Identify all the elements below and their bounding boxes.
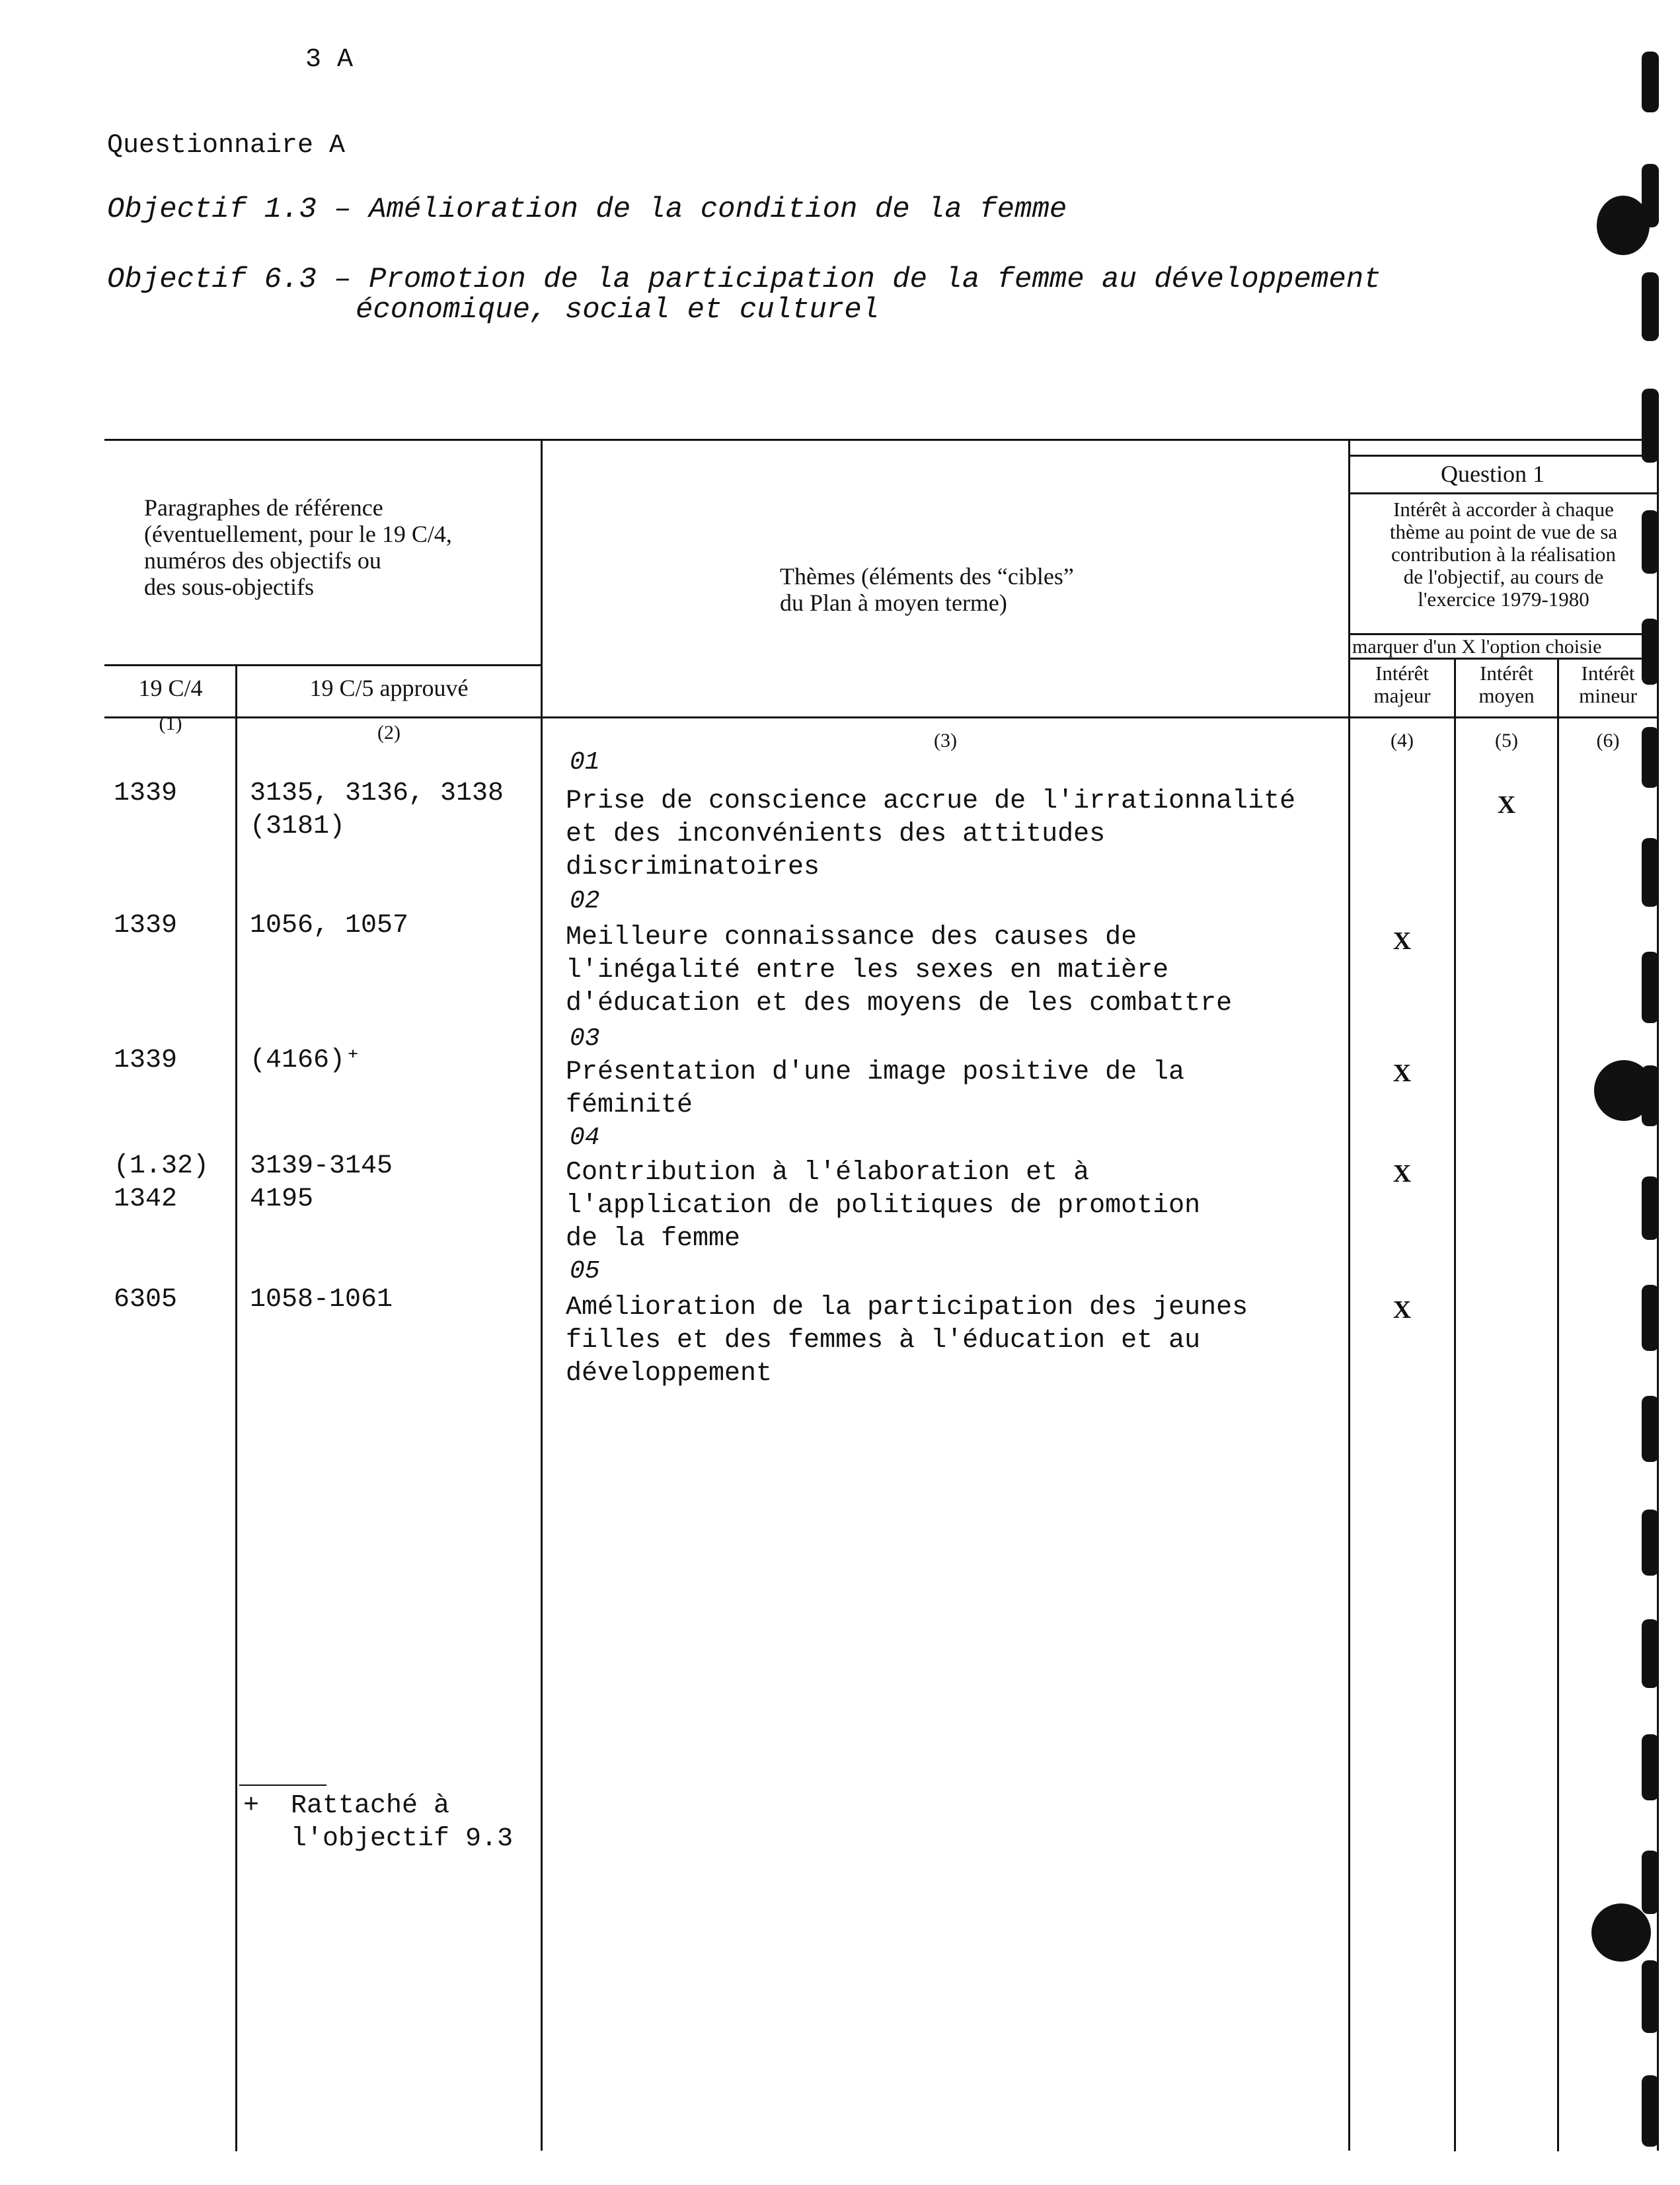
question-text-line: de l'objectif, au cours de — [1403, 565, 1604, 588]
interest-majeur-header — [1350, 662, 1454, 707]
c5-reference: 3135, 3136, 3138 (3181) — [250, 779, 504, 841]
theme-number: 03 — [570, 1024, 600, 1053]
table-top-rule — [104, 439, 1659, 441]
theme-header-line: du Plan à moyen terme) — [780, 590, 1007, 616]
moyen-mark: X — [1497, 791, 1516, 819]
c4-reference: 6305 — [114, 1285, 178, 1315]
objective-text-continued: économique, social et culturel — [356, 293, 880, 326]
theme-number: 04 — [570, 1124, 600, 1152]
binder-tab — [1642, 1960, 1659, 2033]
footnote: + Rattaché à l'objectif 9.3 — [243, 1791, 514, 1854]
binder-tab — [1642, 2075, 1659, 2147]
header-bottom-rule — [104, 716, 1659, 718]
theme-text: Prise de conscience accrue de l'irrationnalité et des inconvénients des attitudes discriminatoires — [566, 786, 1296, 882]
theme-number: 05 — [570, 1257, 600, 1285]
majeur-mark: X — [1393, 1059, 1412, 1087]
objective-number: Objectif 1.3 — [107, 193, 317, 226]
binder-hole — [1591, 1903, 1651, 1962]
col-number-4: (4) — [1391, 730, 1414, 751]
col-number-1: (1) — [159, 712, 182, 734]
c4-header: 19 C/4 — [138, 675, 203, 701]
page-label: 3 A — [305, 45, 354, 75]
question-text-line: l'exercice 1979-1980 — [1418, 588, 1589, 611]
binder-tab — [1642, 510, 1659, 574]
theme-number: 02 — [570, 887, 600, 915]
binder-tab — [1642, 1176, 1659, 1240]
theme-text: Contribution à l'élaboration et à l'application de politiques de promotion de la femme — [566, 1158, 1201, 1254]
theme-header — [780, 563, 1074, 616]
c5-reference: 3139-3145 4195 — [250, 1151, 393, 1214]
objective-text: Amélioration de la condition de la femme — [369, 193, 1067, 226]
c5-reference: 1056, 1057 — [250, 911, 409, 940]
reference-header-line: Paragraphes de référence — [144, 494, 383, 521]
interest-label: Intérêt — [1480, 662, 1533, 685]
c4-reference: 1339 — [114, 911, 178, 940]
col-number-2: (2) — [377, 722, 401, 744]
binder-tab — [1642, 1510, 1659, 1576]
binder-tab — [1642, 619, 1659, 685]
c4-reference: 1339 — [114, 779, 178, 808]
footnote-rule — [239, 1784, 326, 1786]
col-number-3: (3) — [934, 730, 957, 751]
theme-number: 01 — [570, 748, 600, 777]
binder-tab — [1642, 1285, 1659, 1351]
binder-tab — [1642, 164, 1659, 227]
question-text-line: contribution à la réalisation — [1391, 543, 1617, 566]
question-title-rule — [1348, 492, 1659, 494]
moyen-mineur-divider — [1557, 658, 1559, 2151]
c4-reference: 1339 — [114, 1046, 178, 1075]
binder-tab — [1642, 952, 1659, 1023]
reference-header-line: numéros des objectifs ou — [144, 547, 381, 574]
interest-moyen-header — [1456, 662, 1557, 707]
objective-number: Objectif 6.3 — [107, 263, 317, 296]
col-number-5: (5) — [1495, 730, 1518, 751]
instruction-rule — [1348, 633, 1659, 635]
binder-tab — [1642, 727, 1659, 788]
c4-reference: (1.32) 1342 — [114, 1151, 210, 1214]
reference-header — [144, 494, 452, 600]
theme-header-line: Thèmes (éléments des “cibles” — [780, 563, 1074, 590]
objective-6-3: Objectif 6.3 – Promotion de la participation de la femme au développement économique, social et culturel — [107, 263, 1381, 326]
binder-tab — [1642, 389, 1659, 463]
question-box-top-rule — [1348, 455, 1659, 457]
question-text — [1352, 498, 1655, 611]
objective-text: Promotion de la participation de la femme au développement — [369, 263, 1381, 296]
interest-label: Intérêt — [1375, 662, 1429, 685]
binder-tab — [1642, 272, 1659, 341]
interest-label: majeur — [1373, 684, 1431, 707]
mark-instruction: marquer d'un X l'option choisie — [1352, 636, 1602, 658]
objective-1-3: Objectif 1.3 – Amélioration de la condition de la femme — [107, 193, 1067, 226]
theme-left-rule — [541, 439, 543, 2151]
theme-text: Meilleure connaissance des causes de l'inégalité entre les sexes en matière d'éducation et des moyens de les combattre — [566, 923, 1233, 1018]
binder-tab — [1642, 838, 1659, 907]
ref-subheader-rule — [104, 664, 541, 666]
majeur-mark: X — [1393, 1296, 1412, 1324]
binder-tab — [1642, 1851, 1659, 1914]
question-text-line: thème au point de vue de sa — [1389, 520, 1618, 543]
c4-c5-divider — [235, 664, 237, 2151]
binder-tab — [1642, 1734, 1659, 1800]
theme-text: Présentation d'une image positive de la féminité — [566, 1057, 1185, 1120]
col-number-6: (6) — [1596, 730, 1620, 751]
majeur-moyen-divider — [1454, 658, 1456, 2151]
majeur-mark: X — [1393, 927, 1412, 955]
reference-header-line: des sous-objectifs — [144, 574, 314, 600]
binder-tab — [1642, 1619, 1659, 1688]
binder-tab — [1642, 1065, 1659, 1126]
question-title: Question 1 — [1441, 461, 1545, 487]
c5-reference: 1058-1061 — [250, 1285, 393, 1315]
interest-label: moyen — [1478, 684, 1535, 707]
question-text-line: Intérêt à accorder à chaque — [1393, 498, 1614, 521]
interest-label: Intérêt — [1581, 662, 1635, 685]
c5-reference: (4166)⁺ — [250, 1046, 362, 1075]
document-title: Questionnaire A — [107, 131, 346, 161]
interest-label: mineur — [1579, 684, 1637, 707]
binder-tab — [1642, 1396, 1659, 1462]
reference-header-line: (éventuellement, pour le 19 C/4, — [144, 521, 452, 547]
binder-tab — [1642, 52, 1659, 112]
theme-text: Amélioration de la participation des jeunes filles et des femmes à l'éducation et au développement — [566, 1293, 1248, 1389]
c5-header: 19 C/5 approuvé — [309, 675, 469, 701]
majeur-mark: X — [1393, 1160, 1412, 1188]
